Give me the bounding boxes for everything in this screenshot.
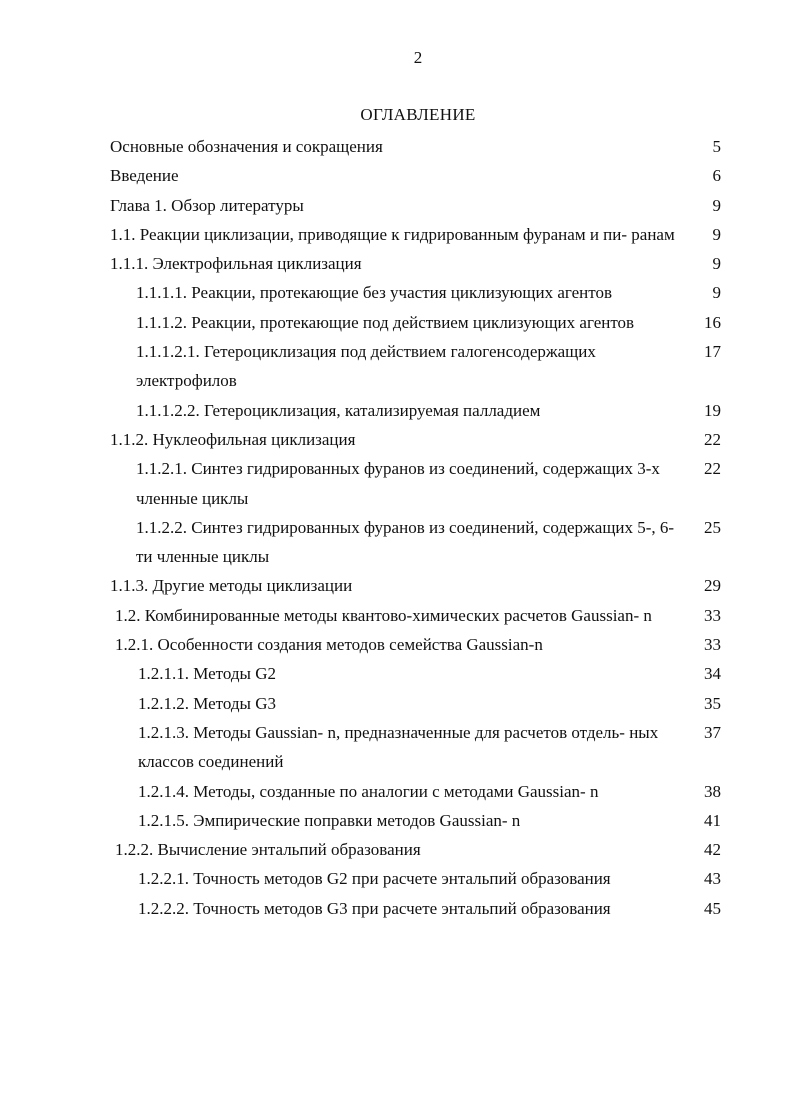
toc-entry-text: 1.2. Комбинированные методы квантово-химических расчетов Gaussian- n xyxy=(115,605,652,625)
table-of-contents xyxy=(0,132,796,923)
toc-entry xyxy=(0,132,796,161)
toc-entry-page: 42 xyxy=(704,840,721,860)
toc-entry-page: 9 xyxy=(712,254,721,274)
toc-entry-page: 43 xyxy=(704,869,721,889)
toc-entry-text: 1.2.1.4. Методы, созданные по аналогии с методами Gaussian- n xyxy=(138,781,599,801)
toc-entry-page: 22 xyxy=(704,429,721,449)
toc-entry xyxy=(0,191,796,220)
toc-entry-text: 1.1.3. Другие методы циклизации xyxy=(110,576,353,596)
toc-entry xyxy=(0,864,796,893)
toc-entry-text: 1.2.1.3. Методы Gaussian- n, предназначенные для расчетов отдель- ных классов соединений xyxy=(138,722,659,772)
toc-entry-text: 1.2.1. Особенности создания методов семейства Gaussian-n xyxy=(115,635,543,655)
page-number: 2 xyxy=(413,48,423,67)
toc-entry-text: 1.2.2.2. Точность методов G3 при расчете энтальпий образования xyxy=(138,898,611,918)
toc-entry xyxy=(0,835,796,864)
toc-entry xyxy=(0,278,796,307)
toc-entry xyxy=(0,396,796,425)
toc-entry-page: 37 xyxy=(704,722,721,742)
toc-entry xyxy=(0,806,796,835)
toc-entry-text: 1.2.1.2. Методы G3 xyxy=(138,693,277,713)
toc-entry-text: 1.1.1.1. Реакции, протекающие без участия циклизующих агентов xyxy=(136,283,612,303)
toc-entry xyxy=(0,571,796,600)
toc-entry xyxy=(0,513,796,572)
toc-entry-page: 33 xyxy=(704,635,721,655)
toc-entry-text: 1.1.1.2.1. Гетероциклизация под действием галогенсодержащих электрофилов xyxy=(136,342,596,391)
toc-entry-page: 19 xyxy=(704,400,721,420)
toc-entry-page: 9 xyxy=(712,224,721,244)
toc-entry xyxy=(0,454,796,513)
toc-entry xyxy=(0,425,796,454)
toc-entry-text: Основные обозначения и сокращения xyxy=(110,137,383,156)
toc-entry-page: 5 xyxy=(712,137,721,156)
toc-entry xyxy=(0,308,796,337)
toc-entry-page: 35 xyxy=(704,693,721,713)
toc-entry-page: 45 xyxy=(704,898,721,918)
toc-entry xyxy=(0,894,796,923)
toc-entry-text: 1.2.1.5. Эмпирические поправки методов Gaussian- n xyxy=(138,810,521,830)
toc-entry xyxy=(0,718,796,777)
toc-entry-page: 34 xyxy=(704,664,721,684)
toc-entry xyxy=(0,337,796,396)
toc-entry-page: 38 xyxy=(704,781,721,801)
toc-entry-page: 33 xyxy=(704,605,721,625)
toc-entry-text: Глава 1. Обзор литературы xyxy=(110,195,304,215)
toc-entry-text: 1.1.1.2. Реакции, протекающие под действием циклизующих агентов xyxy=(136,312,635,332)
toc-entry-text: 1.1. Реакции циклизации, приводящие к гидрированным фуранам и пи- ранам xyxy=(110,224,675,244)
toc-title: ОГЛАВЛЕНИЕ xyxy=(360,105,476,124)
toc-entry xyxy=(0,601,796,630)
toc-entry-text: 1.2.1.1. Методы G2 xyxy=(138,664,277,684)
toc-entry-page: 41 xyxy=(704,810,721,830)
toc-entry-text: 1.1.1. Электрофильная циклизация xyxy=(110,254,362,274)
toc-entry xyxy=(0,630,796,659)
toc-entry-page: 16 xyxy=(704,312,721,332)
toc-entry-text: 1.1.2.2. Синтез гидрированных фуранов из соединений, содержащих 5-, 6-ти членные циклы xyxy=(136,517,675,567)
toc-entry-text: 1.1.2.1. Синтез гидрированных фуранов из соединений, содержащих 3-х членные циклы xyxy=(136,459,660,508)
toc-entry-page: 17 xyxy=(704,342,721,362)
toc-entry xyxy=(0,777,796,806)
toc-entry xyxy=(0,220,796,249)
toc-entry xyxy=(0,161,796,190)
toc-entry xyxy=(0,249,796,278)
toc-entry xyxy=(0,689,796,718)
toc-entry-text: 1.2.2.1. Точность методов G2 при расчете энтальпий образования xyxy=(138,869,611,889)
toc-entry-page: 22 xyxy=(704,459,721,479)
toc-entry-text: 1.2.2. Вычисление энтальпий образования xyxy=(115,840,421,860)
toc-entry-page: 29 xyxy=(704,576,721,596)
toc-entry-text: Введение xyxy=(110,166,179,186)
toc-entry xyxy=(0,659,796,688)
toc-entry-text: 1.1.1.2.2. Гетероциклизация, катализируемая палладием xyxy=(136,400,541,420)
toc-entry-page: 6 xyxy=(712,166,721,186)
toc-entry-page: 25 xyxy=(704,517,721,537)
toc-entry-text: 1.1.2. Нуклеофильная циклизация xyxy=(110,429,356,449)
toc-entry-page: 9 xyxy=(712,283,721,303)
toc-entry-page: 9 xyxy=(712,195,721,215)
